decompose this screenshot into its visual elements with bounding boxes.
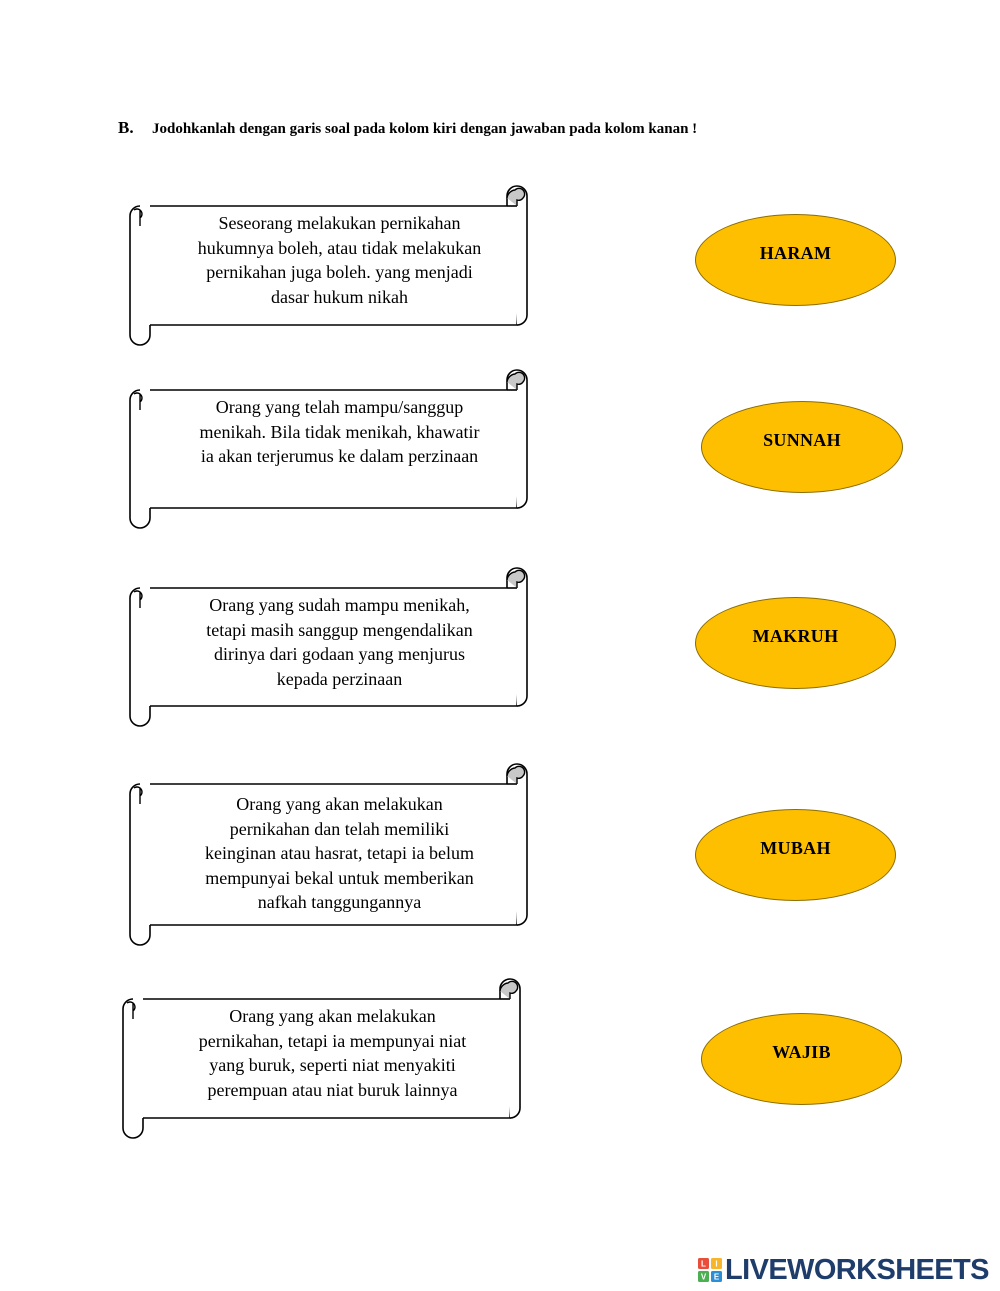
answer-option-sunnah[interactable]	[701, 401, 903, 493]
question-line: menikah. Bila tidak menikah, khawatir	[199, 421, 480, 442]
answer-label: MAKRUH	[752, 625, 839, 646]
brand-logo	[698, 1254, 989, 1286]
question-line: Orang yang sudah mampu menikah,	[209, 595, 470, 615]
section-letter: B.	[118, 118, 134, 137]
question-line: pernikahan juga boleh. yang menjadi	[206, 262, 473, 282]
question-card[interactable]	[123, 979, 522, 1138]
answer-option-haram[interactable]	[695, 214, 896, 306]
answer-option-makruh[interactable]	[695, 597, 896, 689]
question-line: yang buruk, seperti niat menyakiti	[209, 1055, 456, 1075]
question-text	[165, 1004, 500, 1102]
answer-label: MUBAH	[760, 837, 831, 858]
svg-text:V: V	[700, 1272, 707, 1282]
question-line: Orang yang telah mampu/sanggup	[215, 397, 464, 417]
liveworksheets-logo-icon	[698, 1258, 722, 1282]
question-line: nafkah tanggungannya	[257, 892, 422, 912]
instruction-text: Jodohkanlah dengan garis soal pada kolom kiri dengan jawaban pada kolom kanan !	[152, 121, 698, 137]
question-line: Seseorang melakukan pernikahan	[218, 213, 461, 233]
question-card[interactable]	[130, 186, 529, 345]
question-line: ia akan terjerumus ke dalam perzinaan	[200, 446, 479, 466]
question-text	[172, 792, 507, 915]
question-line: Orang yang akan melakukan	[236, 794, 443, 814]
question-line: dasar hukum nikah	[271, 286, 408, 307]
svg-text:I: I	[715, 1259, 718, 1269]
question-line: tetapi masih sanggup mengendalikan	[206, 619, 473, 640]
question-text	[172, 395, 507, 469]
answer-option-mubah[interactable]	[695, 809, 896, 901]
question-line: keinginan atau hasrat, tetapi ia belum	[205, 843, 474, 863]
question-text	[172, 593, 507, 691]
question-line: mempunyai bekal untuk memberikan	[205, 867, 474, 888]
instruction-heading	[118, 118, 697, 138]
question-line: dirinya dari godaan yang menjurus	[214, 644, 465, 664]
question-line: kepada perzinaan	[276, 668, 403, 689]
question-card[interactable]	[130, 764, 529, 945]
question-text	[172, 211, 507, 309]
answer-option-wajib[interactable]	[701, 1013, 902, 1105]
svg-text:E: E	[713, 1272, 720, 1282]
answer-label: SUNNAH	[763, 429, 841, 450]
question-line: Orang yang akan melakukan	[229, 1006, 436, 1026]
question-card[interactable]	[130, 370, 529, 528]
brand-name: LIVEWORKSHEETS	[725, 1253, 989, 1286]
svg-text:L: L	[701, 1259, 706, 1269]
question-line: hukumnya boleh, atau tidak melakukan	[197, 237, 482, 258]
question-line: pernikahan dan telah memiliki	[229, 818, 450, 839]
answer-label: HARAM	[759, 242, 832, 263]
question-line: pernikahan, tetapi ia mempunyai niat	[198, 1030, 467, 1051]
question-card[interactable]	[130, 568, 529, 726]
answer-label: WAJIB	[772, 1041, 831, 1062]
question-line: perempuan atau niat buruk lainnya	[207, 1079, 458, 1100]
